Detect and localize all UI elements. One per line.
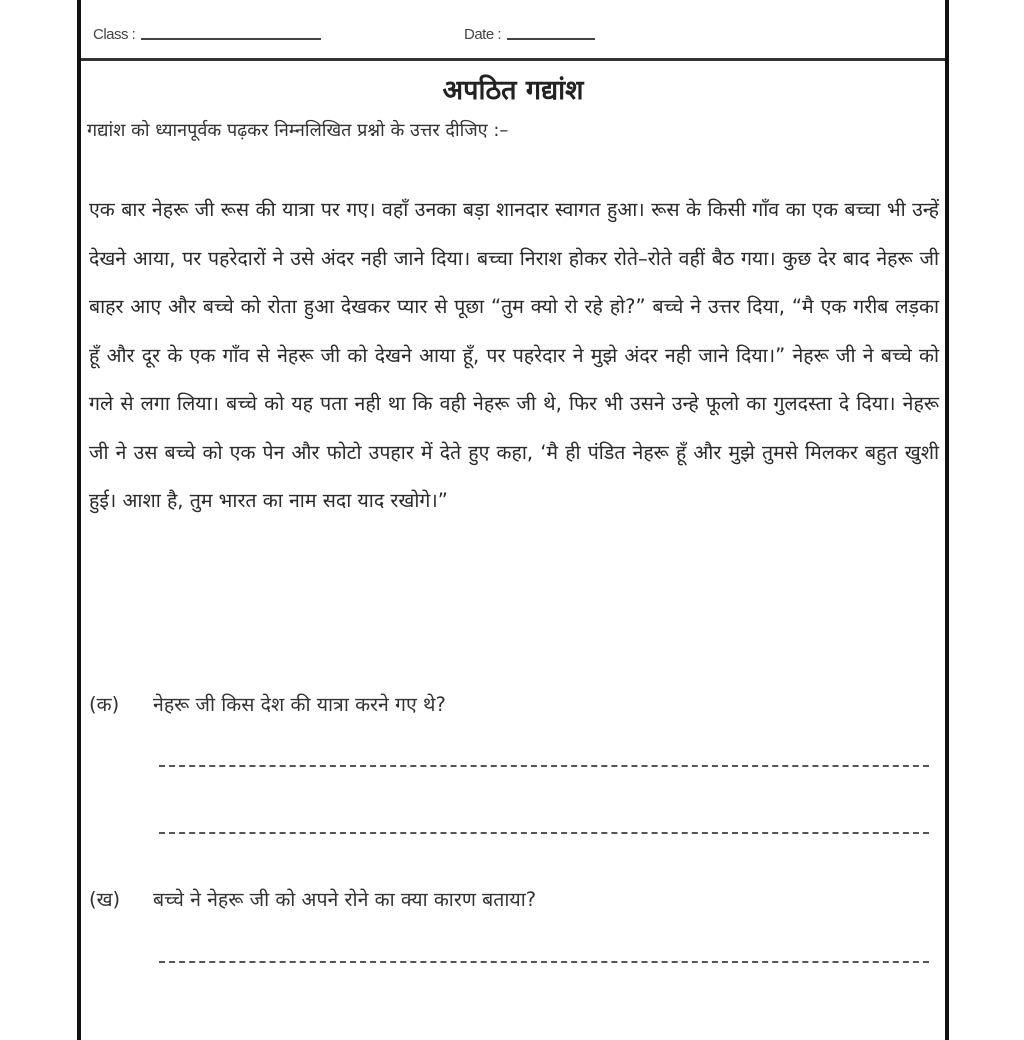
class-field[interactable]: [93, 26, 321, 43]
worksheet-page: [77, 0, 949, 1040]
date-field[interactable]: [464, 26, 595, 43]
worksheet-title: अपठित गद्यांश: [442, 75, 584, 106]
name-field[interactable]: [93, 0, 604, 1]
date-label: Date :: [464, 26, 502, 43]
roll-no-label: [641, 0, 698, 1]
instruction-text: गद्यांश को ध्यानपूर्वक पढ़कर निम्नलिखित प्रश्नो के उत्तर दीजिए :–: [87, 120, 509, 141]
question-2-label: (ख): [89, 888, 121, 911]
student-info-header: [81, 0, 945, 61]
name-label: [93, 0, 138, 1]
question-1-label: (क): [89, 693, 120, 716]
question-2: [89, 885, 536, 912]
question-2-text: बच्चे ने नेहरू जी को अपने रोने का क्या कारण बताया?: [153, 888, 537, 911]
date-blank-line[interactable]: [507, 37, 595, 40]
class-label: Class :: [93, 26, 136, 43]
answer-line-1a[interactable]: [159, 765, 929, 767]
answer-line-2a[interactable]: [159, 961, 929, 963]
question-1: [89, 690, 446, 717]
class-blank-line[interactable]: [141, 37, 321, 40]
roll-no-field[interactable]: [641, 0, 800, 1]
question-1-text: नेहरू जी किस देश की यात्रा करने गए थे?: [153, 693, 446, 716]
answer-line-1b[interactable]: [159, 832, 929, 834]
passage-text: एक बार नेहरू जी रूस की यात्रा पर गए। वहाँ उनका बड़ा शानदार स्वागत हुआ। रूस के किसी गाँव का एक बच्चा भी उन्हें देखने आया, पर पहरेदारों ने उसे अंदर नही जाने दिया। बच्चा निराश होकर रोते–रोते वहीं बैठ गया। कुछ देर बाद नेहरू जी बाहर आए और बच्चे को रोता हुआ देखकर प्यार से पूछा “तुम क्यो रो रहे हो?” बच्चे ने उत्तर दिया, “मै एक गरीब लड़का हूँ और दूर के एक गाँव से नेहरू जी को देखने आया हूँ, पर पहरेदार ने मुझे अंदर नही जाने दिया।” नेहरू जी ने बच्चे को गले से लगा लिया। बच्चे को यह पता नही था कि वही नेहरू जी थे, फिर भी उसने उन्हे फूलो का गुलदस्ता दे दिया। नेहरू जी ने उस बच्चे को एक पेन और फोटो उपहार में देते हुए कहा, ‘मै ही पंडित नेहरू हूँ और मुझे तुमसे मिलकर बहुत खुशी हुई। आशा है, तुम भारत का नाम सदा याद रखोगे।”: [89, 198, 939, 512]
